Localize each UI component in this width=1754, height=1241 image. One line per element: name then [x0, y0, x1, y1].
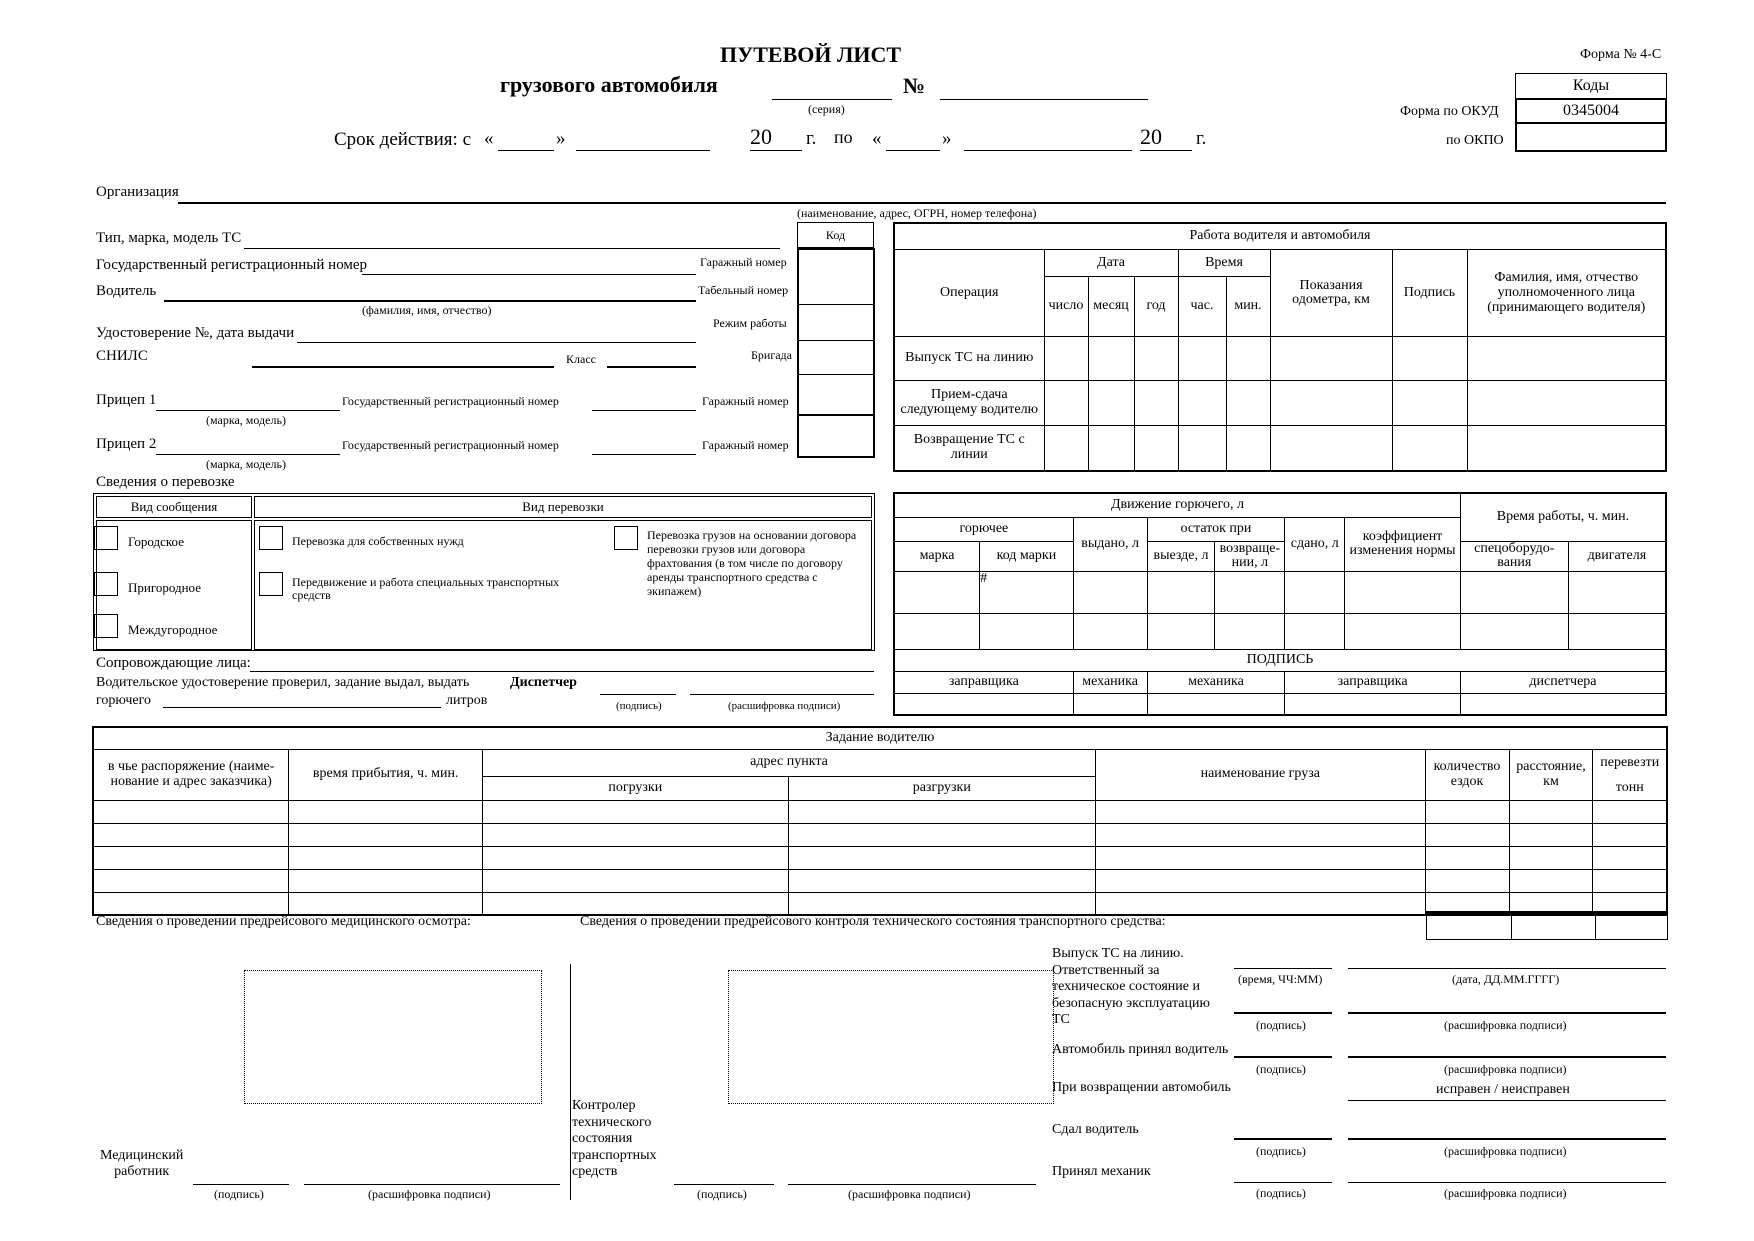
- accepted-driver-sign-field[interactable]: [1234, 1056, 1332, 1058]
- loading-header: погрузки: [483, 776, 789, 800]
- sign-col-3: механика: [1147, 671, 1285, 693]
- release-line: техническое состояние и: [1052, 979, 1200, 994]
- brand-code-header: код марки: [980, 541, 1074, 571]
- operation-header: Операция: [894, 250, 1044, 337]
- transport-tons-header: [1593, 749, 1667, 800]
- table-row: [93, 846, 1667, 869]
- brand-header: марка: [894, 541, 980, 571]
- trailer2-reg-label: Государственный регистрационный номер: [342, 438, 559, 452]
- table-row: [894, 425, 1666, 471]
- signature-title: ПОДПИСЬ: [894, 649, 1666, 671]
- table-cell[interactable]: [1467, 425, 1666, 471]
- controller-sign-field[interactable]: [674, 1184, 774, 1185]
- table-cell[interactable]: [1226, 380, 1270, 425]
- table-cell[interactable]: [1509, 800, 1593, 823]
- license-label: Удостоверение №, дата выдачи: [96, 325, 295, 341]
- release-line: безопасную эксплуатацию: [1052, 995, 1210, 1011]
- release-line: Ответственный за: [1052, 962, 1160, 978]
- contract-label: Перевозка грузов на основании договора перевозки грузов или договора фрахтования (в том числе по договору аренды транспортного средства с экипажем): [647, 528, 857, 598]
- work-table: [893, 222, 1667, 472]
- form-title: ПУТЕВОЙ ЛИСТ: [720, 42, 902, 67]
- table-cell[interactable]: [1593, 823, 1667, 846]
- day-header: число: [1044, 277, 1088, 337]
- license-field[interactable]: [297, 342, 696, 343]
- medical-stamp-area[interactable]: [244, 970, 542, 1104]
- vehicle-status[interactable]: исправен / неисправен: [1436, 1082, 1570, 1097]
- table-cell[interactable]: [1270, 337, 1392, 380]
- table-cell[interactable]: [1178, 337, 1226, 380]
- table-cell[interactable]: [1215, 613, 1285, 649]
- table-cell[interactable]: [289, 892, 483, 915]
- time-caption: (время, ЧЧ:ММ): [1238, 972, 1323, 986]
- table-cell[interactable]: [788, 869, 1096, 892]
- city-label: Городское: [128, 534, 184, 549]
- table-cell[interactable]: [1467, 337, 1666, 380]
- reg-number-field[interactable]: [362, 274, 696, 275]
- table-cell[interactable]: [483, 869, 789, 892]
- org-field[interactable]: [178, 202, 1666, 204]
- reg-number-label: Государственный регистрационный номер: [96, 257, 368, 273]
- table-cell[interactable]: [1568, 571, 1666, 613]
- transport-label: перевезти: [1600, 754, 1660, 770]
- series-field[interactable]: [772, 99, 892, 100]
- authorized-header: Фамилия, имя, отчество уполномоченного лица (принимающего водителя): [1467, 250, 1666, 337]
- accepted-driver-decode-caption: (расшифровка подписи): [1444, 1062, 1567, 1076]
- table-cell[interactable]: [1178, 425, 1226, 471]
- fuel-header: горючее: [894, 517, 1073, 541]
- vehicle-type-field[interactable]: [244, 248, 780, 249]
- release-time-field[interactable]: [1234, 968, 1332, 969]
- escort-label: Сопровождающие лица:: [96, 655, 251, 671]
- handed-driver-decode-field[interactable]: [1348, 1138, 1666, 1140]
- trailer2-make-caption: (марка, модель): [206, 457, 286, 471]
- controller-decode-caption: (расшифровка подписи): [848, 1187, 971, 1201]
- operation-release: Выпуск ТС на линию: [894, 337, 1044, 380]
- accepted-mechanic-label: Принял механик: [1052, 1164, 1151, 1179]
- table-cell[interactable]: [1134, 337, 1178, 380]
- suburban-checkbox[interactable]: [94, 572, 118, 596]
- table-cell[interactable]: [1392, 380, 1467, 425]
- table-cell[interactable]: [894, 693, 1073, 715]
- table-row: [93, 800, 1667, 823]
- worktime-header: Время работы, ч. мин.: [1460, 493, 1666, 541]
- release-line: ТС: [1052, 1012, 1070, 1027]
- code-column: [797, 248, 875, 458]
- trailer2-label: Прицеп 2: [96, 436, 157, 452]
- table-cell[interactable]: [788, 800, 1096, 823]
- table-cell[interactable]: [1345, 613, 1461, 649]
- engine-header: двигателя: [1568, 541, 1666, 571]
- distance-header: расстояние, км: [1509, 749, 1593, 800]
- medic-line1: Медицинский: [100, 1148, 184, 1163]
- table-cell[interactable]: [93, 869, 289, 892]
- transport-type-header: Вид перевозки: [254, 496, 872, 518]
- to-year-prefix: 20: [1140, 124, 1162, 149]
- tech-stamp-area[interactable]: [728, 970, 1054, 1104]
- table-cell[interactable]: [980, 571, 1074, 613]
- release-sign-caption: (подпись): [1256, 1018, 1306, 1032]
- coefficient-header: коэффициент изменения нормы: [1345, 517, 1461, 571]
- trips-header: количество ездок: [1425, 749, 1509, 800]
- checked-line1: Водительское удостоверение проверил, задание выдал, выдать: [96, 675, 470, 690]
- trailer1-code-cell[interactable]: [799, 376, 873, 416]
- task-table-title: Задание водителю: [93, 727, 1667, 749]
- handed-driver-sign-field[interactable]: [1234, 1138, 1332, 1140]
- table-cell[interactable]: [1270, 380, 1392, 425]
- table-cell[interactable]: [1425, 869, 1509, 892]
- suburban-label: Пригородное: [128, 580, 201, 595]
- liters-label: литров: [446, 693, 488, 708]
- table-cell[interactable]: [1044, 425, 1088, 471]
- date-header: Дата: [1044, 250, 1178, 277]
- sign-col-4: заправщика: [1285, 671, 1461, 693]
- own-needs-checkbox[interactable]: [259, 526, 283, 550]
- table-cell[interactable]: [1509, 869, 1593, 892]
- table-row: [894, 613, 1666, 649]
- totals-row: [1426, 911, 1668, 940]
- code-header: Код: [797, 222, 874, 248]
- table-cell[interactable]: [483, 823, 789, 846]
- codes-header: Коды: [1515, 73, 1667, 99]
- release-sign-field[interactable]: [1234, 1012, 1332, 1014]
- own-needs-label: Перевозка для собственных нужд: [292, 534, 464, 548]
- table-cell[interactable]: [1460, 693, 1666, 715]
- signature-header: Подпись: [1392, 250, 1467, 337]
- validity-label: Срок действия: с: [334, 129, 471, 150]
- fuel-liters-field[interactable]: [163, 707, 441, 708]
- trailer1-reg-field[interactable]: [592, 410, 696, 411]
- month-header: месяц: [1088, 277, 1134, 337]
- unloading-header: разгрузки: [788, 776, 1096, 800]
- table-cell[interactable]: [1593, 869, 1667, 892]
- task-table: [92, 726, 1668, 916]
- trailer1-make-caption: (марка, модель): [206, 413, 286, 427]
- operation-handover: Прием-сдача следующему водителю: [894, 380, 1044, 425]
- form-number: Форма № 4-С: [1580, 47, 1662, 62]
- message-type-header: Вид сообщения: [96, 496, 252, 518]
- trailer1-garage-label: Гаражный номер: [702, 394, 789, 408]
- table-cell[interactable]: [1073, 613, 1147, 649]
- table-cell[interactable]: [1096, 846, 1426, 869]
- accepted-driver-label: Автомобиль принял водитель: [1052, 1042, 1229, 1057]
- table-cell[interactable]: [1226, 337, 1270, 380]
- checked-line2: горючего: [96, 693, 151, 708]
- bottom-divider: [570, 964, 571, 1200]
- table-cell[interactable]: [1285, 613, 1345, 649]
- address-header: адрес пункта: [483, 749, 1096, 776]
- okud-value: 0345004: [1515, 98, 1667, 124]
- tech-info-label: Сведения о проведении предрейсового контроля технического состояния транспортного средства:: [580, 914, 1166, 929]
- table-cell[interactable]: [980, 613, 1074, 649]
- table-cell[interactable]: [1147, 693, 1285, 715]
- table-cell[interactable]: [93, 892, 289, 915]
- table-cell[interactable]: [788, 846, 1096, 869]
- table-cell[interactable]: [1096, 869, 1426, 892]
- number-sign: №: [903, 73, 926, 98]
- customer-header: в чье распоряжение (наиме-нование и адрес заказчика): [93, 749, 289, 800]
- table-cell[interactable]: [483, 800, 789, 823]
- odometer-header: Показания одометра, км: [1270, 250, 1392, 337]
- table-cell[interactable]: [1425, 800, 1509, 823]
- work-mode-label: Режим работы: [713, 316, 787, 330]
- medical-info-label: Сведения о проведении предрейсового медицинского осмотра:: [96, 914, 471, 929]
- quote-open: «: [872, 128, 882, 149]
- table-cell[interactable]: [1147, 613, 1215, 649]
- table-cell[interactable]: [483, 846, 789, 869]
- table-row: [894, 337, 1666, 380]
- accepted-driver-sign-caption: (подпись): [1256, 1062, 1306, 1076]
- table-cell[interactable]: [1134, 380, 1178, 425]
- controller-label: [572, 1098, 657, 1181]
- date-caption: (дата, ДД.ММ.ГГГГ): [1452, 972, 1560, 986]
- quote-close: »: [556, 128, 566, 149]
- table-cell[interactable]: [1215, 571, 1285, 613]
- table-cell[interactable]: [93, 823, 289, 846]
- mechanic-sign-field[interactable]: [1234, 1182, 1332, 1183]
- from-month-field[interactable]: [576, 150, 710, 151]
- okpo-label: по ОКПО: [1446, 133, 1504, 148]
- controller-line: Контролер: [572, 1098, 636, 1113]
- controller-line: транспортных: [572, 1147, 657, 1163]
- medic-decode-caption: (расшифровка подписи): [368, 1187, 491, 1201]
- from-year-suffix: г.: [806, 128, 817, 149]
- quote-open: «: [484, 128, 494, 149]
- table-cell[interactable]: [289, 800, 483, 823]
- work-mode-code-cell[interactable]: [799, 306, 873, 341]
- okpo-field[interactable]: [1515, 122, 1667, 152]
- table-cell[interactable]: [1392, 425, 1467, 471]
- brigade-code-cell[interactable]: [799, 342, 873, 375]
- org-label: Организация: [96, 184, 179, 200]
- table-cell[interactable]: [1509, 823, 1593, 846]
- special-vehicle-checkbox[interactable]: [259, 572, 283, 596]
- form-subtitle: грузового автомобиля: [500, 72, 718, 97]
- from-year-prefix: 20: [750, 124, 772, 149]
- medic-sign-caption: (подпись): [214, 1187, 264, 1201]
- table-cell[interactable]: [1593, 846, 1667, 869]
- fio-caption: (фамилия, имя, отчество): [362, 303, 492, 317]
- org-caption: (наименование, адрес, ОГРН, номер телефона): [797, 206, 1037, 220]
- medic-line2: работник: [114, 1164, 170, 1179]
- release-decode-caption: (расшифровка подписи): [1444, 1018, 1567, 1032]
- release-decode-field[interactable]: [1348, 1012, 1666, 1014]
- trailer2-code-cell[interactable]: [799, 416, 873, 456]
- table-cell[interactable]: [1467, 380, 1666, 425]
- table-cell[interactable]: [1096, 892, 1426, 915]
- mechanic-decode-field[interactable]: [1348, 1182, 1666, 1183]
- cargo-header: наименование груза: [1096, 749, 1426, 800]
- table-cell[interactable]: [1460, 571, 1568, 613]
- number-field[interactable]: [940, 99, 1148, 100]
- table-cell[interactable]: [1088, 425, 1134, 471]
- okud-label: Форма по ОКУД: [1400, 104, 1499, 119]
- table-cell[interactable]: [894, 613, 980, 649]
- mechanic-decode-caption: (расшифровка подписи): [1444, 1186, 1567, 1200]
- to-day-field[interactable]: [886, 150, 940, 151]
- city-checkbox[interactable]: [94, 526, 118, 550]
- class-label: Класс: [566, 352, 596, 366]
- sign-col-1: заправщика: [894, 671, 1073, 693]
- table-cell[interactable]: [1226, 425, 1270, 471]
- trailer2-garage-label: Гаражный номер: [702, 438, 789, 452]
- trailer2-make-field[interactable]: [156, 454, 340, 455]
- special-vehicle-label: Передвижение и работа специальных транспортных средств: [292, 575, 560, 602]
- medic-label: [100, 1148, 183, 1180]
- remainder-header: остаток при: [1147, 517, 1285, 541]
- release-date-field[interactable]: [1348, 968, 1666, 969]
- controller-line: средств: [572, 1164, 618, 1179]
- to-year-suffix: г.: [1196, 128, 1207, 149]
- snils-field[interactable]: [252, 366, 554, 368]
- accepted-driver-decode-field[interactable]: [1348, 1056, 1666, 1058]
- dispatcher-decode-field[interactable]: [690, 694, 874, 695]
- table-cell[interactable]: [788, 823, 1096, 846]
- on-exit-header: выезде, л: [1147, 541, 1215, 571]
- handed-driver-sign-caption: (подпись): [1256, 1144, 1306, 1158]
- vehicle-status-line: [1348, 1100, 1666, 1101]
- table-cell[interactable]: [1073, 571, 1147, 613]
- table-cell[interactable]: [1509, 846, 1593, 869]
- table-cell[interactable]: [1096, 800, 1426, 823]
- to-year-field[interactable]: [1140, 150, 1192, 151]
- on-return-label: При возвращении автомобиль: [1052, 1080, 1231, 1095]
- table-cell[interactable]: [1425, 823, 1509, 846]
- table-cell[interactable]: [289, 846, 483, 869]
- trailer2-reg-field[interactable]: [592, 454, 696, 455]
- garage-code-cell[interactable]: [799, 250, 873, 305]
- year-header: год: [1134, 277, 1178, 337]
- table-cell[interactable]: [1044, 380, 1088, 425]
- mechanic-sign-caption: (подпись): [1256, 1186, 1306, 1200]
- table-cell[interactable]: [1425, 846, 1509, 869]
- table-row: [894, 380, 1666, 425]
- handed-driver-label: Сдал водитель: [1052, 1122, 1139, 1137]
- from-day-field[interactable]: [498, 150, 554, 151]
- to-label: по: [834, 127, 853, 147]
- controller-line: состояния: [572, 1131, 633, 1146]
- table-row: [93, 869, 1667, 892]
- garage-label: Гаражный номер: [700, 255, 787, 269]
- issued-header: выдано, л: [1073, 517, 1147, 571]
- class-field[interactable]: [607, 366, 696, 368]
- table-cell[interactable]: [1392, 337, 1467, 380]
- table-cell[interactable]: [1568, 613, 1666, 649]
- table-cell[interactable]: [1460, 613, 1568, 649]
- controller-sign-caption: (подпись): [697, 1187, 747, 1201]
- table-cell[interactable]: [1096, 823, 1426, 846]
- trailer1-label: Прицеп 1: [96, 392, 157, 408]
- from-year-field[interactable]: [750, 150, 802, 151]
- release-label: [1052, 946, 1210, 1029]
- controller-line: технического: [572, 1114, 652, 1130]
- quote-close: »: [942, 128, 952, 149]
- special-equipment-header: спецоборудо-вания: [1460, 541, 1568, 571]
- brigade-label: Бригада: [751, 348, 792, 362]
- hours-header: час.: [1178, 277, 1226, 337]
- work-table-title: Работа водителя и автомобиля: [894, 223, 1666, 250]
- sign-col-2: механика: [1073, 671, 1147, 693]
- table-cell[interactable]: [1178, 380, 1226, 425]
- table-cell[interactable]: [1593, 800, 1667, 823]
- table-cell[interactable]: [289, 869, 483, 892]
- vehicle-type-label: Тип, марка, модель ТС: [96, 230, 242, 246]
- to-month-field[interactable]: [964, 150, 1132, 151]
- table-cell[interactable]: [1088, 337, 1134, 380]
- medic-decode-field[interactable]: [304, 1184, 560, 1185]
- table-cell[interactable]: [1073, 693, 1147, 715]
- table-cell[interactable]: [1088, 380, 1134, 425]
- snils-label: СНИЛС: [96, 348, 148, 364]
- dispatcher-label: Диспетчер: [510, 675, 577, 690]
- arrival-header: время прибытия, ч. мин.: [289, 749, 483, 800]
- dispatcher-sign-caption: (подпись): [616, 700, 662, 712]
- table-cell[interactable]: [1044, 337, 1088, 380]
- trailer1-reg-label: Государственный регистрационный номер: [342, 394, 559, 408]
- time-header: Время: [1178, 250, 1270, 277]
- table-cell[interactable]: [483, 892, 789, 915]
- contract-checkbox[interactable]: [614, 526, 638, 550]
- table-row: [894, 571, 1666, 613]
- operation-return: Возвращение ТС с линии: [894, 425, 1044, 471]
- driver-label: Водитель: [96, 283, 157, 299]
- table-cell[interactable]: [289, 823, 483, 846]
- tab-number-label: Табельный номер: [698, 283, 789, 297]
- fuel-table-title: Движение горючего, л: [894, 493, 1460, 517]
- series-caption: (серия): [808, 102, 845, 116]
- dispatcher-decode-caption: (расшифровка подписи): [728, 700, 841, 712]
- sign-col-5: диспетчера: [1460, 671, 1666, 693]
- table-cell[interactable]: [1134, 425, 1178, 471]
- intercity-label: Междугородное: [128, 622, 218, 637]
- dispatcher-sign-field[interactable]: [600, 694, 676, 695]
- table-cell[interactable]: [1285, 571, 1345, 613]
- table-cell[interactable]: [93, 846, 289, 869]
- escort-field[interactable]: [250, 671, 874, 672]
- table-cell[interactable]: [1270, 425, 1392, 471]
- release-line: Выпуск ТС на линию.: [1052, 946, 1184, 961]
- hash-mark: #: [980, 570, 988, 586]
- transport-section-label: Сведения о перевозке: [96, 474, 235, 490]
- table-cell[interactable]: [788, 892, 1096, 915]
- table-cell[interactable]: [1285, 693, 1461, 715]
- table-cell[interactable]: [93, 800, 289, 823]
- table-cell[interactable]: [1147, 571, 1215, 613]
- handed-driver-decode-caption: (расшифровка подписи): [1444, 1144, 1567, 1158]
- handed-header: сдано, л: [1285, 517, 1345, 571]
- intercity-checkbox[interactable]: [94, 614, 118, 638]
- table-cell[interactable]: [1345, 571, 1461, 613]
- driver-field[interactable]: [164, 300, 696, 302]
- table-row: [93, 823, 1667, 846]
- medic-sign-field[interactable]: [193, 1184, 289, 1185]
- on-return-header: возвраще-нии, л: [1215, 541, 1285, 571]
- table-cell[interactable]: [894, 571, 980, 613]
- controller-decode-field[interactable]: [788, 1184, 1036, 1185]
- minutes-header: мин.: [1226, 277, 1270, 337]
- trailer1-make-field[interactable]: [156, 410, 340, 411]
- tons-label: тонн: [1615, 779, 1644, 795]
- table-row: [894, 693, 1666, 715]
- fuel-table: [893, 492, 1667, 716]
